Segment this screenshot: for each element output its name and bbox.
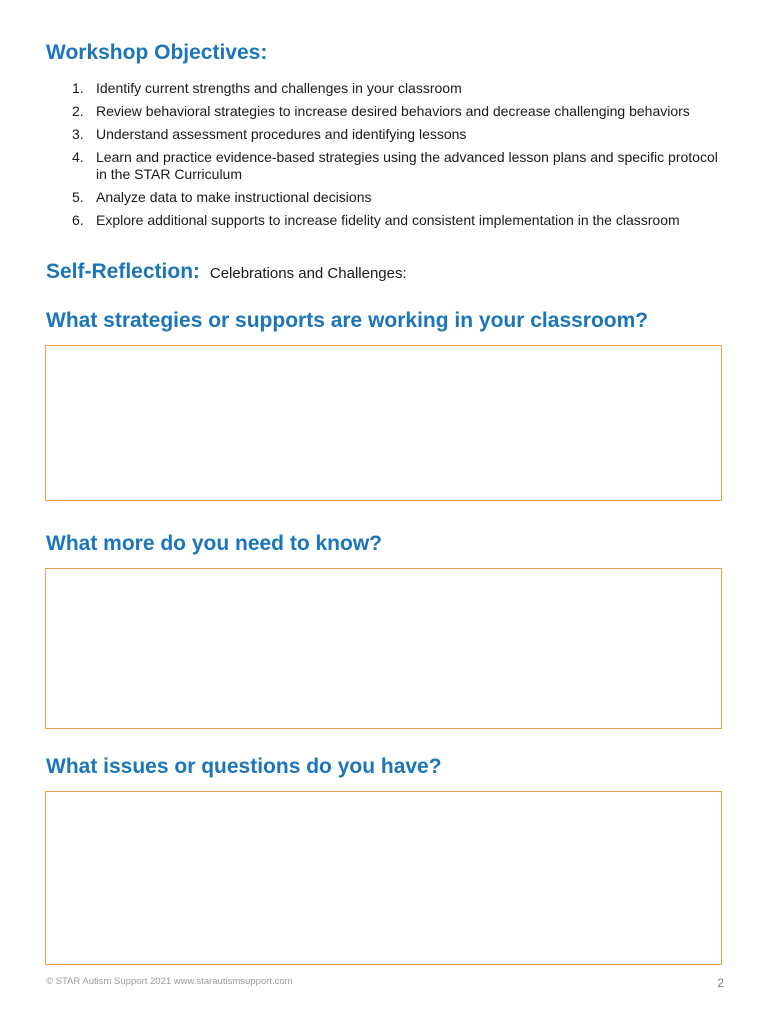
objective-number: 2. — [72, 103, 84, 119]
objectives-list — [72, 80, 732, 235]
objective-item — [72, 103, 732, 120]
objective-text: Analyze data to make instructional decisions — [96, 189, 372, 205]
objective-number: 3. — [72, 126, 84, 142]
objective-item — [72, 80, 732, 97]
objective-item — [72, 189, 732, 206]
objective-number: 4. — [72, 149, 84, 165]
question-strategies-heading: What strategies or supports are working in your classroom? — [46, 309, 649, 332]
question-need-to-know-heading: What more do you need to know? — [46, 532, 382, 555]
objective-text: Identify current strengths and challenges in your classroom — [96, 80, 462, 96]
objectives-heading: Workshop Objectives: — [46, 41, 268, 64]
answer-box-need-to-know[interactable] — [45, 568, 722, 729]
self-reflection-subtitle: Celebrations and Challenges: — [209, 265, 407, 282]
answer-box-strategies[interactable] — [45, 345, 722, 501]
objective-number: 1. — [72, 80, 84, 96]
page-number: 2 — [717, 976, 724, 990]
objective-item — [72, 126, 732, 143]
answer-box-issues[interactable] — [45, 791, 722, 965]
self-reflection-title: Self-Reflection: — [46, 260, 201, 283]
objective-text: Understand assessment procedures and identifying lessons — [96, 126, 467, 142]
objective-item — [72, 149, 732, 183]
objective-text: Review behavioral strategies to increase desired behaviors and decrease challenging behaviors — [96, 103, 690, 119]
footer-copyright: © STAR Autism Support 2021 www.starautismsupport.com — [46, 976, 293, 987]
objective-text: Learn and practice evidence-based strategies using the advanced lesson plans and specific protocol in the STAR Curriculum — [96, 149, 718, 182]
objective-number: 5. — [72, 189, 84, 205]
question-issues-heading: What issues or questions do you have? — [46, 755, 442, 778]
objective-text: Explore additional supports to increase fidelity and consistent implementation in the classroom — [96, 212, 680, 228]
objective-number: 6. — [72, 212, 84, 228]
objective-item — [72, 212, 732, 229]
self-reflection-heading — [46, 259, 407, 287]
